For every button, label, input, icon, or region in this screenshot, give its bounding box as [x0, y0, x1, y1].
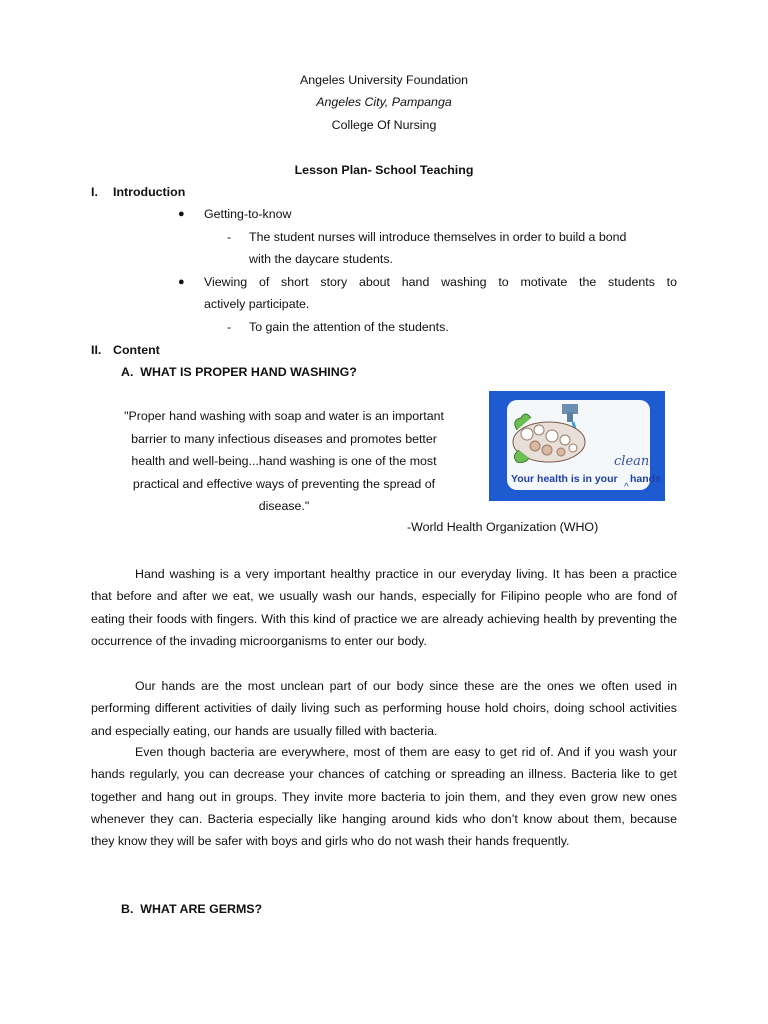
handwritten-clean: clean — [614, 454, 650, 469]
university-name: Angeles University Foundation — [299, 73, 469, 87]
subsection-a-heading: A. WHAT IS PROPER HAND WASHING? — [121, 365, 357, 379]
quote-line: "Proper hand washing with soap and water is an important — [124, 409, 444, 423]
section-1-heading: Introduction — [113, 185, 186, 199]
bullet-viewing-line-2: actively participate. — [204, 297, 310, 311]
who-quote — [98, 405, 470, 518]
bullet-getting-to-know: Getting-to-know — [204, 207, 292, 221]
quote-line: health and well-being...hand washing is one of the most — [131, 454, 437, 468]
sub-item-line-2: with the daycare students. — [249, 252, 393, 266]
college-name: College Of Nursing — [331, 118, 437, 132]
bullet-viewing-line-1: Viewing of short story about hand washing to motivate the students to — [204, 275, 677, 289]
sub-item-line-1: The student nurses will introduce themselves in order to build a bond — [249, 230, 627, 244]
sub-item-attention: To gain the attention of the students. — [249, 320, 449, 334]
caption-start: Your health is in your — [511, 473, 618, 485]
quote-line: disease." — [258, 499, 310, 513]
paragraph-2: Our hands are the most unclean part of our body since these are the ones we often used in performing different activities of daily living such as performing house hold choirs, doing school activities and especially eating, our hands are usually filled with bacteria. — [91, 679, 677, 738]
dash-icon: - — [227, 230, 232, 244]
quote-line: barrier to many infectious diseases and promotes better — [131, 431, 437, 446]
quote-attribution: -World Health Organization (WHO) — [407, 520, 599, 534]
caret-mark: ^ — [624, 482, 629, 493]
section-1-numeral: I. — [91, 185, 98, 199]
paragraph-1: Hand washing is a very important healthy practice in our everyday living. It has been a practice that before and after we eat, we usually wash our hands, especially for Filipino people who are fond of eating their foods with fingers. With this kind of practice we are already achieving health by preventing the occurrence of the invading microorganisms to enter our body. — [91, 567, 677, 648]
dash-icon: - — [227, 320, 232, 334]
subsection-b-heading: B. WHAT ARE GERMS? — [121, 902, 263, 916]
hand-washing-illustration — [489, 391, 665, 501]
quote-line: practical and effective ways of preventing the spread of — [132, 476, 436, 491]
illustration-panel — [507, 400, 661, 493]
paragraph-3: Even though bacteria are everywhere, most of them are easy to get rid of. And if you wash your hands regularly, you can decrease your chances of catching or spreading an illness. Bacteria like to get together and hang out in groups. They invite more bacteria to join them, and they even grow new ones whenever they can. Bacteria especially like hanging around kids who don’t know about them, because they know they will be safer with boys and girls who do not wash their hands frequently. — [91, 745, 677, 849]
section-2-heading: Content — [113, 343, 160, 357]
section-2-numeral: II. — [91, 343, 102, 357]
bullet-icon: ● — [178, 208, 185, 220]
lesson-plan-title: Lesson Plan- School Teaching — [294, 163, 474, 177]
university-city: Angeles City, Pampanga — [316, 95, 452, 109]
caption-end: hands — [630, 473, 661, 485]
bullet-icon: ● — [178, 276, 185, 288]
